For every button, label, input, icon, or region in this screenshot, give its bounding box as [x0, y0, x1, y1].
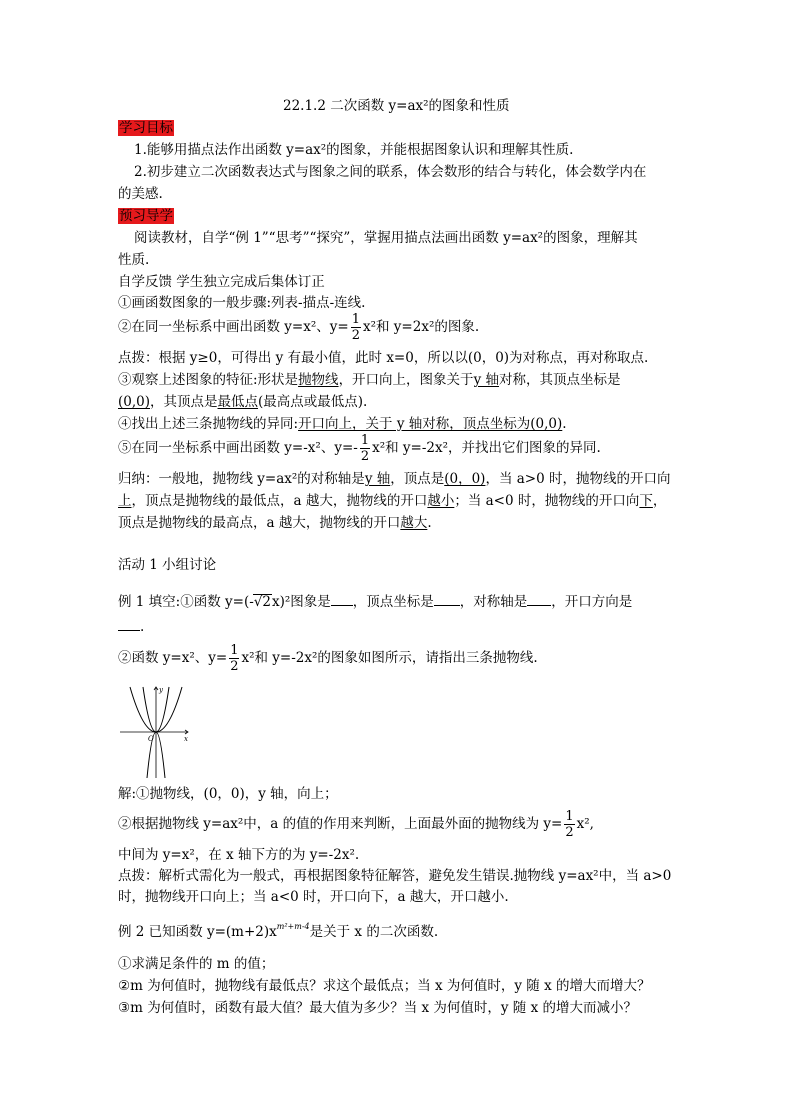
- sum-a: 归纳：一般地，抛物线 y=ax²的对称轴是: [118, 471, 365, 487]
- tip-1: 点拨：根据 y≥0，可得出 y 有最小值，此时 x=0，所以以(0，0)为对称点，再对称取点.: [118, 350, 649, 366]
- q5-text-post: x²和 y=-2x²，并找出它们图象的异同.: [372, 440, 601, 456]
- ex2-a: 例 2 已知函数 y=(m+2)x: [118, 924, 277, 940]
- q2-text-post: x²和 y=2x²的图象.: [362, 319, 480, 335]
- goal-2-line-1: 2.初步建立二次函数表达式与图象之间的联系，体会数形的结合与转化，体会数学内在: [134, 164, 647, 180]
- tip-2-line-1: 点拨：解析式需化为一般式，再根据图象特征解答，避免发生错误.抛物线 y=ax²中，当 a>0: [118, 868, 672, 884]
- reading-line-1: 阅读教材，自学“例 1”“思考”“探究”，掌握用描点法画出函数 y=ax²的图象，理解其: [134, 230, 638, 246]
- example-2-question-2: ②m 为何值时，抛物线有最低点？求这个最低点；当 x 为何值时，y 随 x 的增大而增大？: [118, 978, 651, 994]
- graph-label-y: y: [159, 686, 163, 694]
- blank-1: [331, 591, 353, 606]
- ex1-2-post: x²和 y=-2x²的图象如图所示，请指出三条抛物线.: [241, 650, 538, 666]
- tip-2-line-2: 时，抛物线开口向上；当 a<0 时，开口向下，a 越大，开口越小.: [118, 889, 509, 905]
- ex1-f: .: [140, 619, 145, 635]
- ex1-2-fraction: [229, 643, 239, 674]
- question-2: [118, 309, 479, 345]
- question-1: ①画函数图象的一般步骤:列表-描点-连线.: [118, 295, 366, 311]
- sqrt-radicand: 2: [262, 594, 271, 610]
- q3-answer-vertex: (0,0): [118, 394, 151, 410]
- solution-3: 中间为 y=x²，在 x 轴下方的为 y=-2x².: [118, 847, 360, 863]
- sqrt-2: √2: [253, 594, 271, 610]
- q3-answer-shape: 抛物线: [298, 372, 339, 388]
- blank-2: [434, 591, 460, 606]
- example-2-question-3: ③m 为何值时，函数有最大值？最大值为多少？当 x 为何值时，y 随 x 的增大而减小？: [118, 1000, 638, 1016]
- solution-1: 解:①抛物线，(0，0)，y 轴，向上；: [118, 786, 338, 802]
- graph-label-origin: O: [148, 735, 154, 743]
- page-title: 22.1.2 二次函数 y=ax²的图象和性质: [283, 98, 510, 114]
- q5-text-pre: ⑤在同一坐标系中画出函数 y=-x²、y=-: [118, 440, 358, 456]
- preview-heading-label: 预习导学: [119, 208, 173, 224]
- summary-line-2: [118, 492, 666, 510]
- sum-n: .: [427, 515, 432, 531]
- question-5: [118, 430, 601, 466]
- graph-label-x: x: [184, 735, 188, 743]
- q3-a: ③观察上述图象的特征:形状是: [118, 372, 299, 388]
- sol2-fraction-den: 2: [565, 825, 574, 840]
- sol2-post: x²,: [576, 816, 594, 832]
- ex1-e: ，开口方向是: [551, 594, 633, 610]
- q3-answer-axis: y 轴: [473, 372, 499, 388]
- activity-heading: 活动 1 小组讨论: [118, 557, 217, 573]
- ex1-2-fraction-den: 2: [230, 659, 239, 674]
- ex1-2-fraction-num: 1: [230, 643, 239, 658]
- q5-fraction-den: 2: [360, 449, 370, 464]
- ex1-b: x)²图象是: [271, 594, 331, 610]
- blank-4: [118, 616, 140, 631]
- ex2-exponent: m²+m-4: [276, 922, 310, 931]
- example-2-question-1: ①求满足条件的 m 的值；: [118, 956, 275, 972]
- sum-c: ，顶点是: [390, 471, 445, 487]
- sum-k: ，: [652, 493, 667, 509]
- question-3-line-1: [118, 371, 620, 389]
- q5-fraction-num: 1: [360, 433, 370, 448]
- solution-2: [118, 806, 594, 842]
- example-2: [118, 923, 438, 943]
- q3-answer-lowest: 最低点: [217, 394, 259, 410]
- example-1-part-2: [118, 640, 538, 676]
- q2-text-pre: ②在同一坐标系中画出函数 y=x²、y=: [118, 319, 349, 335]
- q3-e: 对称，其顶点坐标是: [498, 372, 621, 388]
- section-heading-preview: [118, 207, 174, 225]
- q4-c: .: [562, 416, 567, 432]
- sol2-fraction-num: 1: [565, 809, 574, 824]
- ex1-c: ，顶点坐标是: [352, 594, 434, 610]
- sol2-fraction: [564, 809, 574, 840]
- ex2-b: 是关于 x 的二次函数.: [309, 924, 439, 940]
- sum-l: 顶点是抛物线的最高点，a 越大，抛物线的开口: [118, 515, 401, 531]
- q2-fraction-den: 2: [351, 328, 360, 343]
- sum-answer-down: 下: [639, 493, 653, 509]
- ex1-a: 例 1 填空:①函数 y=(-: [118, 594, 254, 610]
- ex1-d: ，对称轴是: [459, 594, 528, 610]
- sum-g: ，顶点是抛物线的最低点，a 越大，抛物线的开口: [131, 493, 428, 509]
- example-1-line-1: [118, 591, 632, 611]
- sum-answer-up: 上: [118, 493, 132, 509]
- goal-heading-label: 学习目标: [119, 120, 173, 136]
- q2-fraction: [351, 312, 361, 343]
- q5-fraction: [360, 433, 370, 464]
- sum-answer-vertex: (0，0): [444, 471, 486, 487]
- q3-i: (最高点或最低点).: [258, 394, 368, 410]
- goal-1: 1.能够用描点法作出函数 y=ax²的图象，并能根据图象认识和理解其性质.: [134, 142, 574, 158]
- sum-answer-smaller: 越小: [427, 493, 455, 509]
- sol2-pre: ②根据抛物线 y=ax²中，a 的值的作用来判断，上面最外面的抛物线为 y=: [118, 816, 563, 832]
- q2-fraction-num: 1: [351, 312, 360, 327]
- reading-line-2: 性质.: [118, 252, 150, 268]
- goal-2-line-2: 的美感.: [118, 186, 163, 202]
- summary-line-1: [118, 470, 671, 488]
- summary-line-3: [118, 514, 432, 532]
- blank-3: [527, 591, 551, 606]
- q3-c: ，开口向上，图象关于: [338, 372, 474, 388]
- sum-e: ，当 a>0 时，抛物线的开口向: [485, 471, 671, 487]
- parabola-graph: [118, 684, 194, 780]
- q4-a: ④找出上述三条抛物线的异同:: [118, 416, 299, 432]
- sum-answer-larger: 越大: [400, 515, 428, 531]
- q4-answer: 开口向上，关于 y 轴对称，顶点坐标为(0,0): [298, 416, 563, 432]
- q3-g: ，其顶点是: [150, 394, 218, 410]
- ex1-2-pre: ②函数 y=x²、y=: [118, 650, 228, 666]
- sum-i: ；当 a<0 时，抛物线的开口向: [454, 493, 640, 509]
- self-check-heading: 自学反馈 学生独立完成后集体订正: [118, 274, 325, 290]
- example-1-line-2: [118, 616, 144, 636]
- question-3-line-2: [118, 393, 367, 411]
- section-heading-goals: [118, 119, 174, 137]
- sum-answer-axis: y 轴: [364, 471, 391, 487]
